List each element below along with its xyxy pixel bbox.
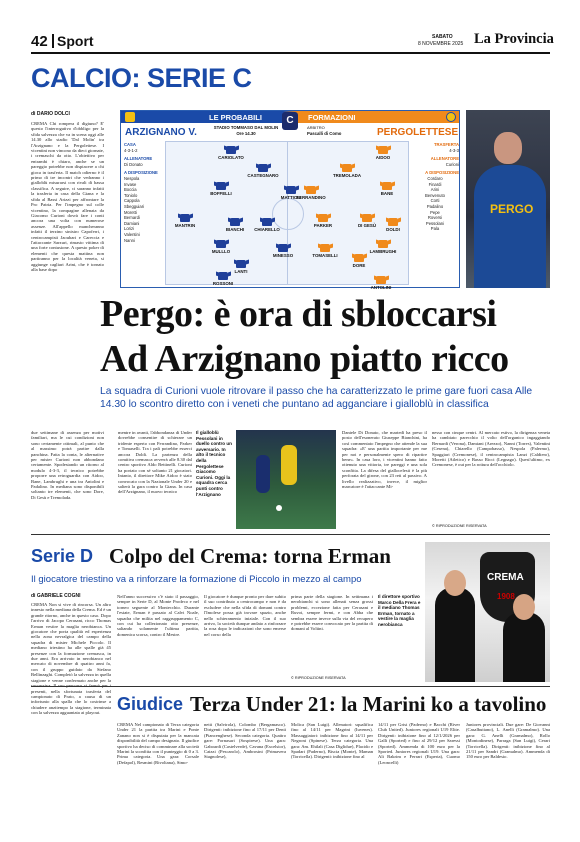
crema-crest-year: 1908 <box>497 592 515 601</box>
player-name: AIDOO <box>375 155 391 160</box>
coach-body <box>474 165 546 288</box>
bench-player: Valentini <box>124 231 140 237</box>
shirt-icon <box>218 272 228 280</box>
referee-name: Pascalli di Como <box>307 131 342 136</box>
header-divider <box>52 34 54 48</box>
player-name: BOFFELLI <box>210 191 232 196</box>
article1-col3: mentre in avanti, l'abbondanza di Under dovrebbe consentire di schierare un tridente esperto con Ferrandino, Parker e Tomaselli. Tra i pali potrebbe esserci ancora Doldi. La partenza della comitiva cremasca avverrà alle 8.30 dal centro sportivo Aldo Bettinelli. Curioni ha portato con sé soltanto 21 giocatori. Intanto, il direttore Mike Aidoo è stato convocato con la Nazionale Under 20 e salterà la gara contro la Giana. In casa dell'Arzignano, il nuovo tecnico <box>118 430 192 495</box>
divider-article2 <box>31 534 550 535</box>
bench-player: Invase <box>124 181 137 187</box>
shirt-icon <box>376 276 386 284</box>
article2-col4: prima parte della stagione. In settimana i nerobianchi si sono allenati senza grossi problemi, eccezione fatta per Cerasani e Ruvoi, sempre fermi, e con Abba che sembra essere invece sulla via del recupero e potrebbe essere convocato per la partita di domani al Voltini. <box>291 594 373 632</box>
header-date: 8 NOVEMBRE 2025 <box>418 41 464 47</box>
main-headline-2: Ad Arzignano piatto ricco <box>100 338 509 380</box>
bench-player: Cordaro <box>427 175 443 181</box>
player-name: DOLDI <box>386 227 400 232</box>
football-pitch <box>165 141 409 290</box>
article2-col2: Nell'anno successivo c'è stato il passaggio, sempre in Serie D, al Monte Prodeco e nel torneo seguente al Montecchio. Durante l'estate, Erman è passato al Calvi Noale, squadra che milita nel raggruppamento C, con cui ha collezionato otto presenze, saltando solamente l'ultima partita, domenica scorsa, contro il Mestre. <box>117 594 199 637</box>
bench-player: Cappola <box>124 198 140 204</box>
article3-col3: Molica (San Luigi). Allenatori: squalifica fino al 14/11 per Magrini (Iuvenes). Massaggiatori: inibizione fino al 14/11 per Negroni (Spinese). Terza categoria. Una gara: Am. Ehilali (Casa Diglidue), Placido e Spadari (Paderno), Biscia (Monte), Maman (Torricella). Dirigenti: inibizione fino al <box>291 722 373 760</box>
shirt-icon <box>382 182 392 190</box>
player-name: MATTIOLI <box>280 195 302 200</box>
bench-player: Finardi <box>428 181 442 187</box>
person-left <box>435 587 475 682</box>
shirt-icon <box>262 218 272 226</box>
bench-player: Padalino <box>426 203 444 209</box>
player-name: DI GESÙ <box>357 223 377 228</box>
newspaper-logo: La Provincia <box>474 31 554 47</box>
bench-player: Moretti <box>124 209 137 215</box>
shirt-icon <box>226 146 236 154</box>
shirt-icon <box>216 240 226 248</box>
home-side-info: CASA 4-3-1-2 ALLENATORE Di Donato A DISPOSIZIONE Nespola Invase Boccia Toniolo Cappola Sbegguiari Moretti Bernardi Damiani Lorizi Valentini Nanni <box>124 142 164 243</box>
bench-player: Bernardi <box>124 215 140 221</box>
article2-credit: © RIPRODUZIONE RISERVATA <box>291 676 346 680</box>
article3-col4: 14/11 per Grisi (Paderno) e Bacchi (River Club United). Juniores regionali U19 Elite. Dirigenti: inibizione fino al 12/1/2026 per Galli (Sported) e fino al 29/12 per Saressi (Sported). Ammenda di 100 euro per la Sported. Juniores regionali U19. Una gara: Ali Bakrim e Ferrari (Esperia), Cuomo (Leoncelli) <box>378 722 460 765</box>
shirt-icon <box>286 186 296 194</box>
lineup-subtitle: FORMAZIONI <box>308 113 356 122</box>
shirt-icon <box>278 244 288 252</box>
shirt-icon <box>258 164 268 172</box>
giudice-tag: Giudice <box>117 694 184 714</box>
byline-dario-dolci: di DARIO DOLCI <box>31 111 70 117</box>
shirt-icon <box>306 186 316 194</box>
crema-crest-text: CREMA <box>487 572 524 583</box>
header-day: SABATO <box>432 34 453 40</box>
player-name: MINESSO <box>272 253 294 258</box>
shirt-icon <box>362 214 372 222</box>
home-crest <box>125 112 135 122</box>
person-right-head <box>513 594 535 620</box>
coach-photo <box>466 110 550 288</box>
player-name: LANTI <box>234 269 248 274</box>
shirt-icon <box>388 218 398 226</box>
shirt-icon <box>354 254 364 262</box>
bench-player: Pala <box>430 226 440 232</box>
article2-col3: Il giocatore è dunque pronto per dare subito il suo contributo a centrocampo e non è da escludere che nella sfida di domani contro l'Imolese possa già trovare spazio, anche nello schieramento iniziale. Con il suo arrivo, la società dunque andato a rinforzare la rosa dopo le indicazioni che sono emerse nel corso della <box>204 594 286 637</box>
article3-headline: Terza Under 21: la Marini ko a tavolino <box>190 692 547 716</box>
main-headline-1: Pergo: è ora di sbloccarsi <box>100 293 497 335</box>
player-name: LAMBRUGHI <box>369 249 397 254</box>
player-name: PARKER <box>313 223 333 228</box>
article2-caption: Il direttore sportivo Marco Della Frera e il mediano Thomas Erman, tornato a vestire la maglia nerobianca <box>378 594 421 627</box>
coach-shirt-text: PERGO <box>490 202 534 216</box>
match-time: Ore 14.30 <box>236 131 256 136</box>
player-name: CARIOLATO <box>218 155 244 160</box>
bench-player: Corti <box>430 198 440 204</box>
player-yellow-figure <box>281 445 297 485</box>
player-name: CASTEGNARO <box>247 173 279 178</box>
match-action-photo <box>236 430 336 529</box>
player-name: ROSSONI <box>212 281 234 286</box>
article3-col1: CREMA Nel campionato di Terza categoria Under 21 la partita tra Marini e Ponte Zanano non si è disputata per la mancata disponibilità del campo designato. Il giudice sportivo ha deciso di comminare alla società Marini la sconfitta con il punteggio di 0 a 3. Prima categoria. Una gara: Corsale (Defapol), Resmini (Rivoltana), Simo- <box>117 722 199 765</box>
referee-label: ARBITRO <box>307 125 325 130</box>
bench-player: Nespola <box>124 175 140 181</box>
bench-player: Pepe <box>430 209 440 215</box>
shirt-icon <box>342 164 352 172</box>
pitch-center-circle <box>272 198 304 230</box>
person-left-head <box>444 570 466 596</box>
shirt-icon <box>216 182 226 190</box>
player-name: CHIARELLO <box>254 227 280 232</box>
section-name: Sport <box>57 33 94 49</box>
article1-col2: due settimane di assenza per motivi familiari, ma le cui condizioni non sono certamente ottimali, al punto che al massimo potrà partire dalla panchina. Fatta la conta, le alternative per mister Curioni non abbondano certamente. Spodestando un ritorno al modulo 4-3-3, il tecnico potrebbe proporre una retroguardia con Aidoo, Bane, Lambrughi e una tra Antolini e Padalino. In mediana sono disponibili soltanto tre elementi, che sono Dore, Di Gesù e Tremolada. <box>31 430 104 500</box>
shirt-icon <box>180 214 190 222</box>
player-name: MULLLO <box>211 249 231 254</box>
shirt-icon <box>320 244 330 252</box>
bench-player: Boccia <box>124 187 137 193</box>
ball-icon <box>276 505 282 511</box>
article3-col5: Juniores provinciali. Due gare: De Giovanni (Casalbuttano), L. Anelli (Gramalmo). Una gara: G. Anelli (Gramalmo), Rollo (Montodinese), Parraga (San Luigi), Cerari (Torricella). Dirigenti: inibizione fino al 21/11 per Sandri (Gramalmo). Ammenda di 150 euro per Baldesio. <box>466 722 550 760</box>
erman-photo <box>425 542 550 682</box>
serie-d-tag: Serie D <box>31 546 94 566</box>
bench-player: Damiani <box>124 220 140 226</box>
article1-col5: nesso con cinque centri. Al mercato estivo, la dirigenza veneta ha cambiato parecchio il volto dell'organico ingaggiando Bernardi (Verona), Damiani (Arezzo), Nanni (Torres), Valentini (Cesena), Chiarello (Campobasso), Nespola (Palermo), Spaggiari (Cremonese), il centrocampista Lanzi (Caldiero), Moretti (Atletico) e Basso Ricci (Legnago). Quest'ultimo, ex Cremonese, è out per la rottura dell'occhiolo. <box>432 430 550 468</box>
main-subhead: La squadra di Curioni vuole ritrovare il passo che ha caratterizzato le prime gare fuori casa Alle 14.30 lo scontro diretto con i veneti che puntano ad agganciare i gialloblù in classifica <box>100 386 533 410</box>
home-team-name: ARZIGNANO V. <box>125 127 197 138</box>
lineup-box <box>120 110 460 288</box>
player-name: ANTOLINI <box>370 285 392 290</box>
bench-player: Nanni <box>124 237 135 243</box>
shirt-icon <box>378 146 388 154</box>
player-name: BIANCHI <box>225 227 245 232</box>
article1-credit: © RIPRODUZIONE RISERVATA <box>432 524 487 528</box>
stadium-name: STADIO TOMMASO DAL MOLIN <box>213 125 279 130</box>
section-kicker: CALCIO: SERIE C <box>31 63 252 93</box>
page-number: 42 <box>31 33 48 50</box>
coach-head <box>494 132 522 164</box>
article1-col4: Daniele Di Donato, che martedì ha preso il posto dell'esonerato Giuseppe Bianchini, ha così commentato l'impegno che attende la sua squadra: «E' una partita importante per me per noi e personalmente spero di ripartire bene». In casa loro, i vicentini hanno fatto ottenuto una vittoria, tre pareggi e una sola sconfitta. La difesa del giallocelesti è la più perforata del girone, con 23 reti al passivo. A livello realizzativo, invece, il miglior marcatore è l'attaccante Mi- <box>342 430 427 490</box>
bench-player: Toniolo <box>124 192 138 198</box>
player-name: MANTRIN <box>174 223 196 228</box>
player-name: BANE <box>380 191 394 196</box>
player-name: TREMOLADA <box>332 173 362 178</box>
bench-player: Roversi <box>427 215 443 221</box>
away-crest <box>446 112 456 122</box>
player-blue-figure <box>256 455 270 493</box>
byline-gabriele-cogni: di GABRIELE COGNI <box>31 593 81 599</box>
player-name: FERRANDINO <box>296 195 326 200</box>
divider-article3 <box>31 686 550 687</box>
player-name: TOMASELLI <box>312 253 338 258</box>
bench-player: Sbegguiari <box>124 203 145 209</box>
photo-caption-sidebar: Il gialloblù Pessolani in duello contro un avversario. In alto il tecnico della Pergolettese Giacomo Curioni. Oggi la squadra cerca punti contro l'Arzignano <box>196 430 232 497</box>
away-team-name: PERGOLETTESE <box>377 127 459 138</box>
article1-col1: CREMA Chi rompera il digiuno? E' questo l'interrogativo d'obbligo per la sfida salvezza che va in scena oggi alle 14.30 allo stadio 'Dal Molin' tra l'Arzignano e la Pergolettese. I vicentini non vincono da dieci giornate, i cremaschi da otto. L'obiettivo per entrambi è chiaro, anche se un pareggio potrebbe non dispiacere a chi gioca in trasferta. Il match odierno è il primo di tre incontri che vedranno i gialloblù misurarsi con rivali di bassa classifica. A seguire, ci saranno infatti la trasferta in casa della Giana e la sfida al Bassi Arizzi per affrontare la Pro Patria. Per l'impegno sul colle vicentino, la compagine allenata da Giacomo Curioni dovrà fare i conti ancora una volta con numerose assenze. All'appello mancheranno infatti il terzino sinistro Capoferri, i centrocampisti Jaoubari e Careccia e l'attaccante Sarzuri, rimasto vittima di una forte contusione. A questo poker di elementi che questa mattina non partiranno per la località veneta, si aggiunge cagliari Arini, che è tornato alla base dopo <box>31 121 104 272</box>
lineup-title: LE PROBABILI <box>209 113 262 122</box>
shirt-icon <box>378 240 388 248</box>
bench-player: Benvenuto <box>424 192 446 198</box>
series-c-badge: C <box>282 112 298 130</box>
article2-col1: CREMA Non si vive di rincorsa. Un altro innesto nella mediana della Crema. Ed è un grande ritorno, anche in questo caso. Dopo l'arrivo di Jacopo Cerasani, ricco Thomas Erman vestire la maglia nerobianca. Un giocatore che porta qualità ed esperienza nella zona nevralgica del campo della squadra di mister Michele Piccolo. Il mediano triestino ha alle spalle già 45 presenze con la formazione cremasca, in due anni. Era arrivato in nerobianco nel mercato di novembre di quattro anni fa, con il gruppo guidato da Stefano Bellinzaghi. Completò la salvezza in quella stagione e venne confermato anche per la presenti, nella sfortunata trasferta del campionato di Prato, a causa di un infortunio alla spalla che lo costrinse a chiudere anzitempo la stagione, terminata con la salvezza agguantata ai playout. <box>31 602 111 716</box>
article2-subhead: Il giocatore triestino va a rinforzare la formazione di Piccolo in mezzo al campo <box>31 574 362 585</box>
player-name: DORE <box>352 263 366 268</box>
person-right <box>503 612 545 682</box>
article3-col2: netti (Salvirola), Colombo (Bergamasco). Dirigenti: inibizione fino al 17/11 per Denti (Piancenghese). Seconda categoria. Quattro gare: Fornasari (Sospirese). Una gara: Gaboardi (Castelverde), Cavana (Excelsior), Caizzi (Pescarolo), Ambrosini (Primavera Stagnolese), <box>204 722 286 760</box>
bench-player: Pessolani <box>425 220 445 226</box>
header-rule <box>31 52 550 54</box>
away-side-info: TRASFERTA 4-3-3 ALLENATORE Curioni A DISPOSIZIONE Cordaro Finardi Arini Benvenuto Corti Padalino Pepe Roversi Pessolani Pala <box>411 142 459 232</box>
bench-player: Arini <box>430 187 440 193</box>
shirt-icon <box>236 260 246 268</box>
shirt-icon <box>318 214 328 222</box>
shirt-icon <box>230 218 240 226</box>
bench-player: Lorizi <box>124 226 135 232</box>
article2-headline: Colpo del Crema: torna Erman <box>109 544 391 568</box>
